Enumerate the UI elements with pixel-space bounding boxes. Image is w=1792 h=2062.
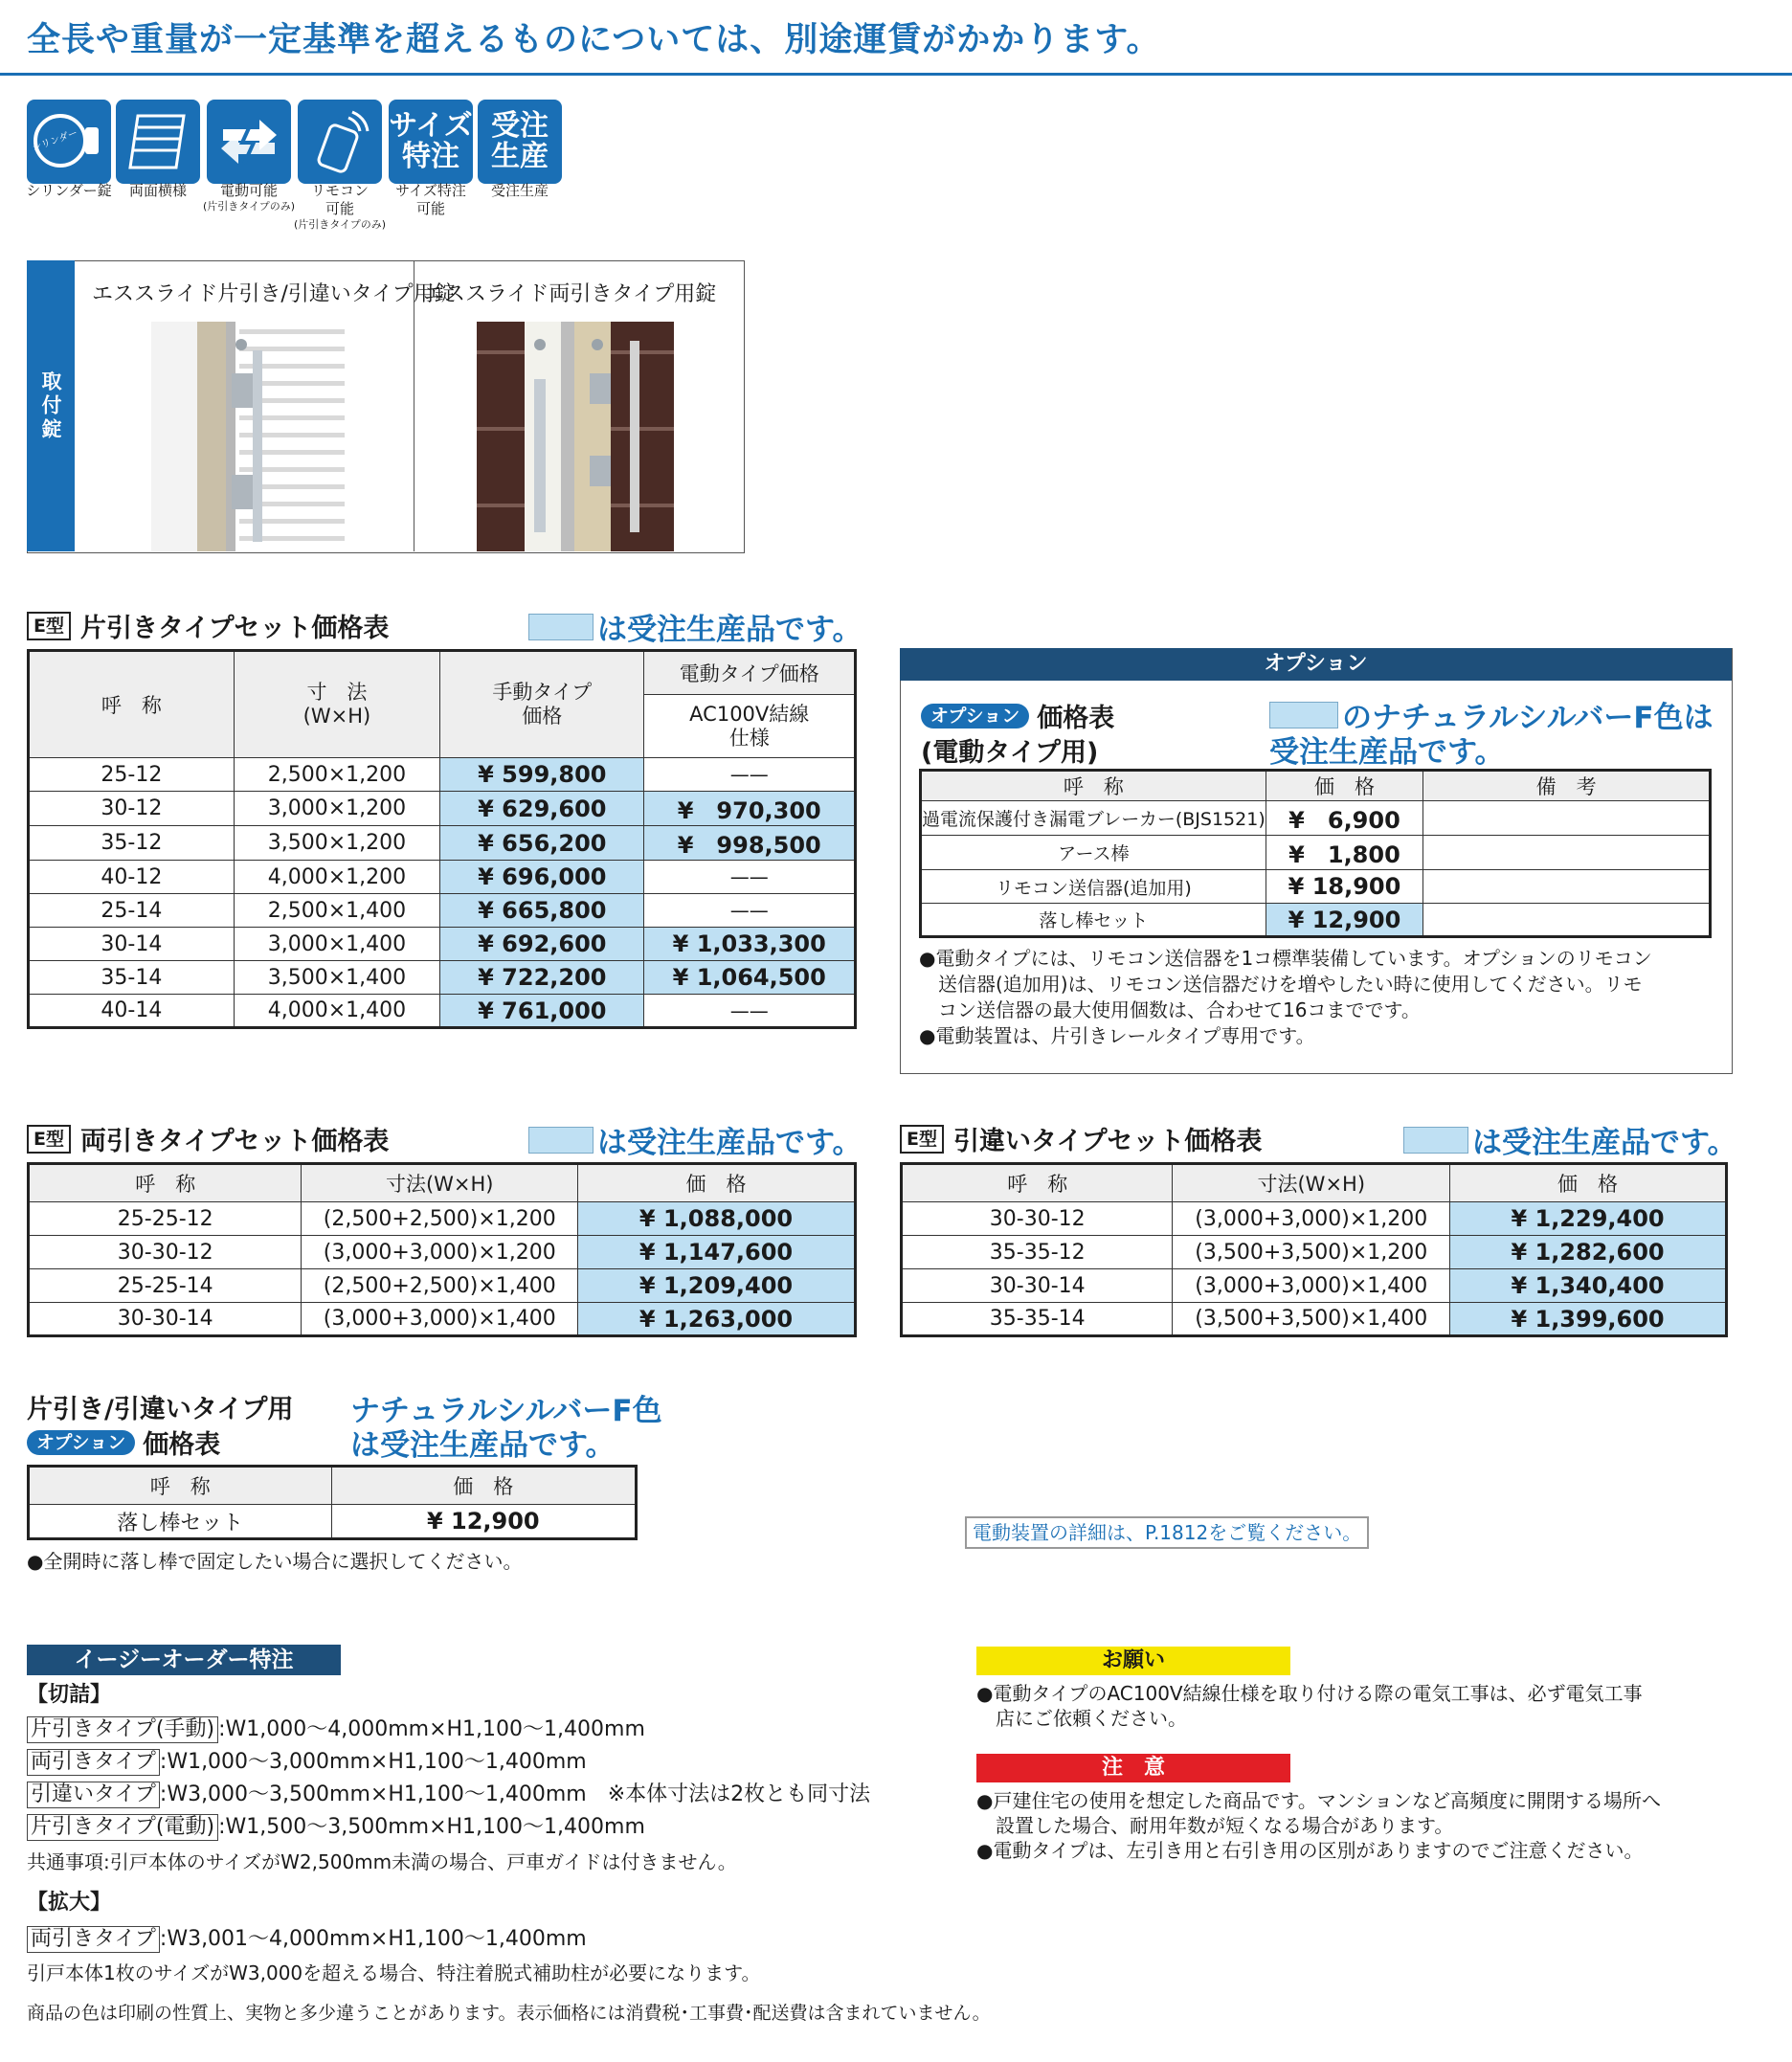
cell-name: リモコン送信器(追加用) [921, 870, 1266, 904]
easy-order-header: イージーオーダー特注 [27, 1645, 341, 1675]
table-row [921, 870, 1711, 904]
cylinder-lock-icon [27, 100, 111, 184]
lock-caption-left: エススライド片引き/引違いタイプ用錠 [92, 282, 456, 306]
cell-note [1423, 870, 1711, 904]
easy-cut-label: 片引きタイプ(電動) [27, 1814, 218, 1841]
cell-size: 3,000×1,200 [234, 792, 439, 826]
table1-title [27, 607, 389, 644]
table-row [921, 836, 1711, 870]
option-header-note: 備 考 [1423, 771, 1711, 801]
cell-price: ¥ 1,399,600 [1450, 1303, 1727, 1336]
cell-name: 30-30-12 [902, 1202, 1173, 1236]
table3-legend [1403, 1118, 1737, 1161]
cell-manual-price: ¥ 696,000 [440, 861, 644, 894]
easy-cut-line [27, 1814, 645, 1841]
cell-size: (3,000+3,000)×1,200 [302, 1236, 578, 1269]
table1-title-text: 片引きタイプセット価格表 [79, 614, 390, 643]
icon-caption-sub: (片引きタイプのみ) [202, 200, 296, 213]
icon-caption-sub: (片引きタイプのみ) [293, 218, 387, 231]
table4-cell-price: ¥ 12,900 [331, 1505, 636, 1539]
table3-title [900, 1120, 1262, 1157]
cell-size: 3,500×1,400 [234, 961, 439, 995]
cell-size: 4,000×1,400 [234, 995, 439, 1028]
table1-header-electric-sub: AC100V結線 仕様 [644, 695, 856, 758]
cell-name: 30-30-14 [902, 1269, 1173, 1303]
caution-line: ●電動タイプは、左引き用と右引き用の区別がありますのでご注意ください。 [976, 1839, 1644, 1862]
electric-reference: 電動装置の詳細は、P.1812をご覧ください。 [965, 1516, 1369, 1549]
table2-header-price: 価 格 [578, 1164, 856, 1202]
option-title-text: 価格表 [1037, 704, 1115, 733]
cell-price: ¥ 1,282,600 [1450, 1236, 1727, 1269]
cell-size: (3,500+3,500)×1,200 [1173, 1236, 1450, 1269]
legend-swatch [528, 614, 594, 640]
table-row [29, 928, 856, 961]
cell-manual-price: ¥ 665,800 [440, 894, 644, 928]
table4-legend-line2: は受注生産品です。 [350, 1428, 616, 1463]
table3-legend-text: は受注生産品です。 [1472, 1126, 1737, 1160]
cell-manual-price: ¥ 629,600 [440, 792, 644, 826]
easy-cut-text: :W1,000〜4,000mm×H1,100〜1,400mm [218, 1717, 645, 1741]
made-to-order-caption [467, 182, 572, 200]
cell-name: 35-35-14 [902, 1303, 1173, 1336]
cell-price: ¥ 1,147,600 [578, 1236, 856, 1269]
table4-cell-name: 落し棒セット [29, 1505, 332, 1539]
easy-cut-label: 両引きタイプ [27, 1749, 160, 1776]
cell-name: 25-25-14 [29, 1269, 302, 1303]
cell-name: 25-12 [29, 758, 235, 792]
easy-expand-label: 両引きタイプ [27, 1926, 160, 1953]
table2-legend [528, 1118, 862, 1161]
caution-header: 注 意 [976, 1754, 1290, 1782]
cell-name: 落し棒セット [921, 904, 1266, 937]
cell-size: 4,000×1,200 [234, 861, 439, 894]
cell-name: アース棒 [921, 836, 1266, 870]
electric-icon [207, 100, 291, 184]
option-note-line: ●電動タイプには、リモコン送信器を1コ標準装備しています。オプションのリモコン [919, 947, 1652, 970]
table1-legend-text: は受注生産品です。 [597, 613, 862, 647]
cell-electric-price: —— [644, 758, 856, 792]
cell-manual-price: ¥ 656,200 [440, 826, 644, 861]
size-order-icon-text: サイズ 特注 [389, 109, 473, 173]
table-row [921, 904, 1711, 937]
icon-caption-text: シリンダー錠 [26, 182, 112, 199]
double-sided-pattern-caption [105, 182, 211, 200]
table1-header-size: 寸 法 (W×H) [234, 651, 439, 758]
table2-title [27, 1120, 389, 1157]
cell-name: 35-35-12 [902, 1236, 1173, 1269]
easy-cut-line [27, 1716, 645, 1743]
lock-caption-right: エススライド両引きタイプ用錠 [423, 282, 717, 306]
cell-name: 30-12 [29, 792, 235, 826]
remote-caption [287, 182, 392, 232]
cell-manual-price: ¥ 599,800 [440, 758, 644, 792]
easy-cut-text: :W1,000〜3,000mm×H1,100〜1,400mm [159, 1750, 587, 1774]
cell-name: 35-12 [29, 826, 235, 861]
table2-legend-text: は受注生産品です。 [597, 1126, 862, 1160]
legend-swatch [1403, 1127, 1468, 1154]
cell-manual-price: ¥ 761,000 [440, 995, 644, 1028]
table-row [902, 1303, 1727, 1336]
table-row [921, 801, 1711, 836]
cell-electric-price: ¥ 970,300 [644, 792, 856, 826]
cell-size: 2,500×1,200 [234, 758, 439, 792]
table4-title-line2 [27, 1423, 220, 1461]
option-header: オプション [900, 648, 1732, 681]
table2-header-size: 寸法(W×H) [302, 1164, 578, 1202]
lock-photo-left [151, 322, 345, 551]
cell-note [1423, 836, 1711, 870]
table-row [902, 1269, 1727, 1303]
option-pill: オプション [921, 704, 1029, 728]
table1-header-electric: 電動タイプ価格 [644, 651, 856, 695]
cell-price: ¥ 12,900 [1266, 904, 1422, 937]
electric-caption [196, 182, 302, 213]
icon-caption-text: 両面横様 [128, 182, 187, 199]
table3-title-text: 引違いタイプセット価格表 [952, 1127, 1263, 1156]
table-row [902, 1202, 1727, 1236]
table3-tag: E型 [900, 1125, 944, 1154]
cell-electric-price: —— [644, 995, 856, 1028]
table3-header-price: 価 格 [1450, 1164, 1727, 1202]
cell-price: ¥ 1,229,400 [1450, 1202, 1727, 1236]
cell-note [1423, 801, 1711, 836]
table-row [29, 826, 856, 861]
option-note-line: コン送信器の最大使用個数は、合わせて16コまでです。 [919, 998, 1421, 1021]
cell-price: ¥ 1,800 [1266, 836, 1422, 870]
cell-name: 30-30-12 [29, 1236, 302, 1269]
table4-pill: オプション [27, 1430, 135, 1455]
easy-common: 共通事項:引戸本体のサイズがW2,500mm未満の場合、戸車ガイドは付きません。 [27, 1850, 737, 1873]
option-legend-line1: のナチュラルシルバーF色は [1342, 701, 1714, 735]
cell-name: 過電流保護付き漏電ブレーカー(BJS1521) [921, 801, 1266, 836]
table2-tag: E型 [27, 1125, 71, 1154]
easy-expand-note: 引戸本体1枚のサイズがW3,000を超える場合、特注着脱式補助柱が必要になります。 [27, 1961, 761, 1984]
cell-electric-price: —— [644, 894, 856, 928]
size-order-icon [389, 100, 473, 184]
table3 [900, 1162, 1728, 1337]
easy-cut-heading: 【切詰】 [27, 1683, 112, 1707]
cell-size: (3,000+3,000)×1,400 [1173, 1269, 1450, 1303]
table4-header-name: 呼 称 [29, 1467, 332, 1505]
easy-expand-text: :W3,001〜4,000mm×H1,100〜1,400mm [159, 1927, 587, 1951]
cell-name: 25-14 [29, 894, 235, 928]
cell-price: ¥ 6,900 [1266, 801, 1422, 836]
option-note-line: 送信器(追加用)は、リモコン送信器だけを増やしたい時に使用してください。リモ [919, 973, 1643, 996]
cell-name: 30-30-14 [29, 1303, 302, 1336]
lock-side-label: 取付錠 [27, 260, 75, 551]
caution-line: 設置した場合、耐用年数が短くなる場合があります。 [976, 1814, 1454, 1837]
table1 [27, 649, 857, 1029]
easy-expand-line [27, 1926, 587, 1953]
cell-electric-price: —— [644, 861, 856, 894]
legend-swatch [1269, 702, 1338, 728]
icon-caption-text: 電動可能 [219, 182, 278, 199]
table4-title-text: 価格表 [143, 1430, 221, 1460]
table2 [27, 1162, 857, 1337]
request-line: 店にご依頼ください。 [976, 1707, 1187, 1730]
table-row [29, 1269, 856, 1303]
cell-size: (3,500+3,500)×1,400 [1173, 1303, 1450, 1336]
table1-header-manual: 手動タイプ 価格 [440, 651, 644, 758]
cell-size: (3,000+3,000)×1,200 [1173, 1202, 1450, 1236]
easy-cut-line [27, 1782, 870, 1808]
cell-name: 30-14 [29, 928, 235, 961]
option-header-name: 呼 称 [921, 771, 1266, 801]
easy-cut-line [27, 1749, 587, 1776]
cell-name: 40-14 [29, 995, 235, 1028]
cell-size: 3,500×1,200 [234, 826, 439, 861]
table1-tag: E型 [27, 612, 71, 640]
option-title [921, 697, 1114, 734]
table-row [29, 1202, 856, 1236]
legend-swatch [528, 1127, 594, 1154]
table-row [29, 995, 856, 1028]
cell-price: ¥ 1,209,400 [578, 1269, 856, 1303]
cell-name: 35-14 [29, 961, 235, 995]
lock-photo-right [477, 322, 674, 551]
request-header: お願い [976, 1647, 1290, 1675]
table2-header-name: 呼 称 [29, 1164, 302, 1202]
table4-legend-line1: ナチュラルシルバーF色 [350, 1394, 662, 1428]
table4-note: ●全開時に落し棒で固定したい場合に選択してください。 [27, 1550, 523, 1573]
made-to-order-icon [478, 100, 562, 184]
remote-icon [298, 100, 382, 184]
cell-size: (2,500+2,500)×1,200 [302, 1202, 578, 1236]
option-table [919, 769, 1712, 938]
cell-size: 2,500×1,400 [234, 894, 439, 928]
easy-cut-label: 片引きタイプ(手動) [27, 1716, 218, 1743]
option-title-sub: (電動タイプ用) [921, 738, 1099, 768]
easy-cut-text: :W3,000〜3,500mm×H1,100〜1,400mm ※本体寸法は2枚とも同寸法 [159, 1782, 871, 1806]
cell-size: 3,000×1,400 [234, 928, 439, 961]
cell-name: 40-12 [29, 861, 235, 894]
easy-expand-heading: 【拡大】 [27, 1891, 112, 1915]
made-to-order-icon-text: 受注 生産 [491, 109, 549, 173]
cell-electric-price: ¥ 998,500 [644, 826, 856, 861]
table-row [902, 1236, 1727, 1269]
table4-title-line1: 片引き/引違いタイプ用 [27, 1395, 294, 1424]
cell-size: (2,500+2,500)×1,400 [302, 1269, 578, 1303]
request-line: ●電動タイプのAC100V結線仕様を取り付ける際の電気工事は、必ず電気工事 [976, 1682, 1643, 1705]
table-row [29, 758, 856, 792]
table-row [29, 894, 856, 928]
cell-name: 25-25-12 [29, 1202, 302, 1236]
cell-price: ¥ 1,263,000 [578, 1303, 856, 1336]
table3-header-size: 寸法(W×H) [1173, 1164, 1450, 1202]
footer-disclaimer: 商品の色は印刷の性質上、実物と多少違うことがあります。表示価格には消費税･工事費･配送費は含まれていません。 [27, 2003, 991, 2024]
table-row [29, 792, 856, 826]
caution-line: ●戸建住宅の使用を想定した商品です。マンションなど高頻度に開閉する場所へ [976, 1789, 1661, 1812]
table3-header-name: 呼 称 [902, 1164, 1173, 1202]
table1-legend [528, 605, 862, 648]
double-sided-pattern-icon [116, 100, 200, 184]
cell-electric-price: ¥ 1,033,300 [644, 928, 856, 961]
icon-caption-text: リモコン 可能 [310, 182, 369, 217]
icon-caption-text: サイズ特注 可能 [395, 182, 466, 217]
cell-price: ¥ 1,340,400 [1450, 1269, 1727, 1303]
cell-manual-price: ¥ 722,200 [440, 961, 644, 995]
easy-cut-text: :W1,500〜3,500mm×H1,100〜1,400mm [218, 1815, 645, 1839]
option-legend-line2: 受注生産品です。 [1269, 735, 1505, 770]
cell-size: (3,000+3,000)×1,400 [302, 1303, 578, 1336]
option-note-line: ●電動装置は、片引きレールタイプ専用です。 [919, 1024, 1315, 1047]
cylinder-text: シリンダー [31, 127, 79, 155]
option-header-price: 価 格 [1266, 771, 1422, 801]
icon-caption-text: 受注生産 [490, 182, 549, 199]
table4 [27, 1465, 638, 1540]
cell-price: ¥ 1,088,000 [578, 1202, 856, 1236]
table1-header-name: 呼 称 [29, 651, 235, 758]
easy-cut-label: 引違いタイプ [27, 1782, 160, 1808]
cell-manual-price: ¥ 692,600 [440, 928, 644, 961]
cell-note [1423, 904, 1711, 937]
page-headline: 全長や重量が一定基準を超えるものについては、別途運賃がかかります。 [27, 21, 1161, 59]
cell-electric-price: ¥ 1,064,500 [644, 961, 856, 995]
table4-header-price: 価 格 [331, 1467, 636, 1505]
cell-price: ¥ 18,900 [1266, 870, 1422, 904]
table-row [29, 1303, 856, 1336]
table-row [29, 861, 856, 894]
table2-title-text: 両引きタイプセット価格表 [79, 1127, 390, 1156]
table-row [29, 961, 856, 995]
table-row [29, 1236, 856, 1269]
